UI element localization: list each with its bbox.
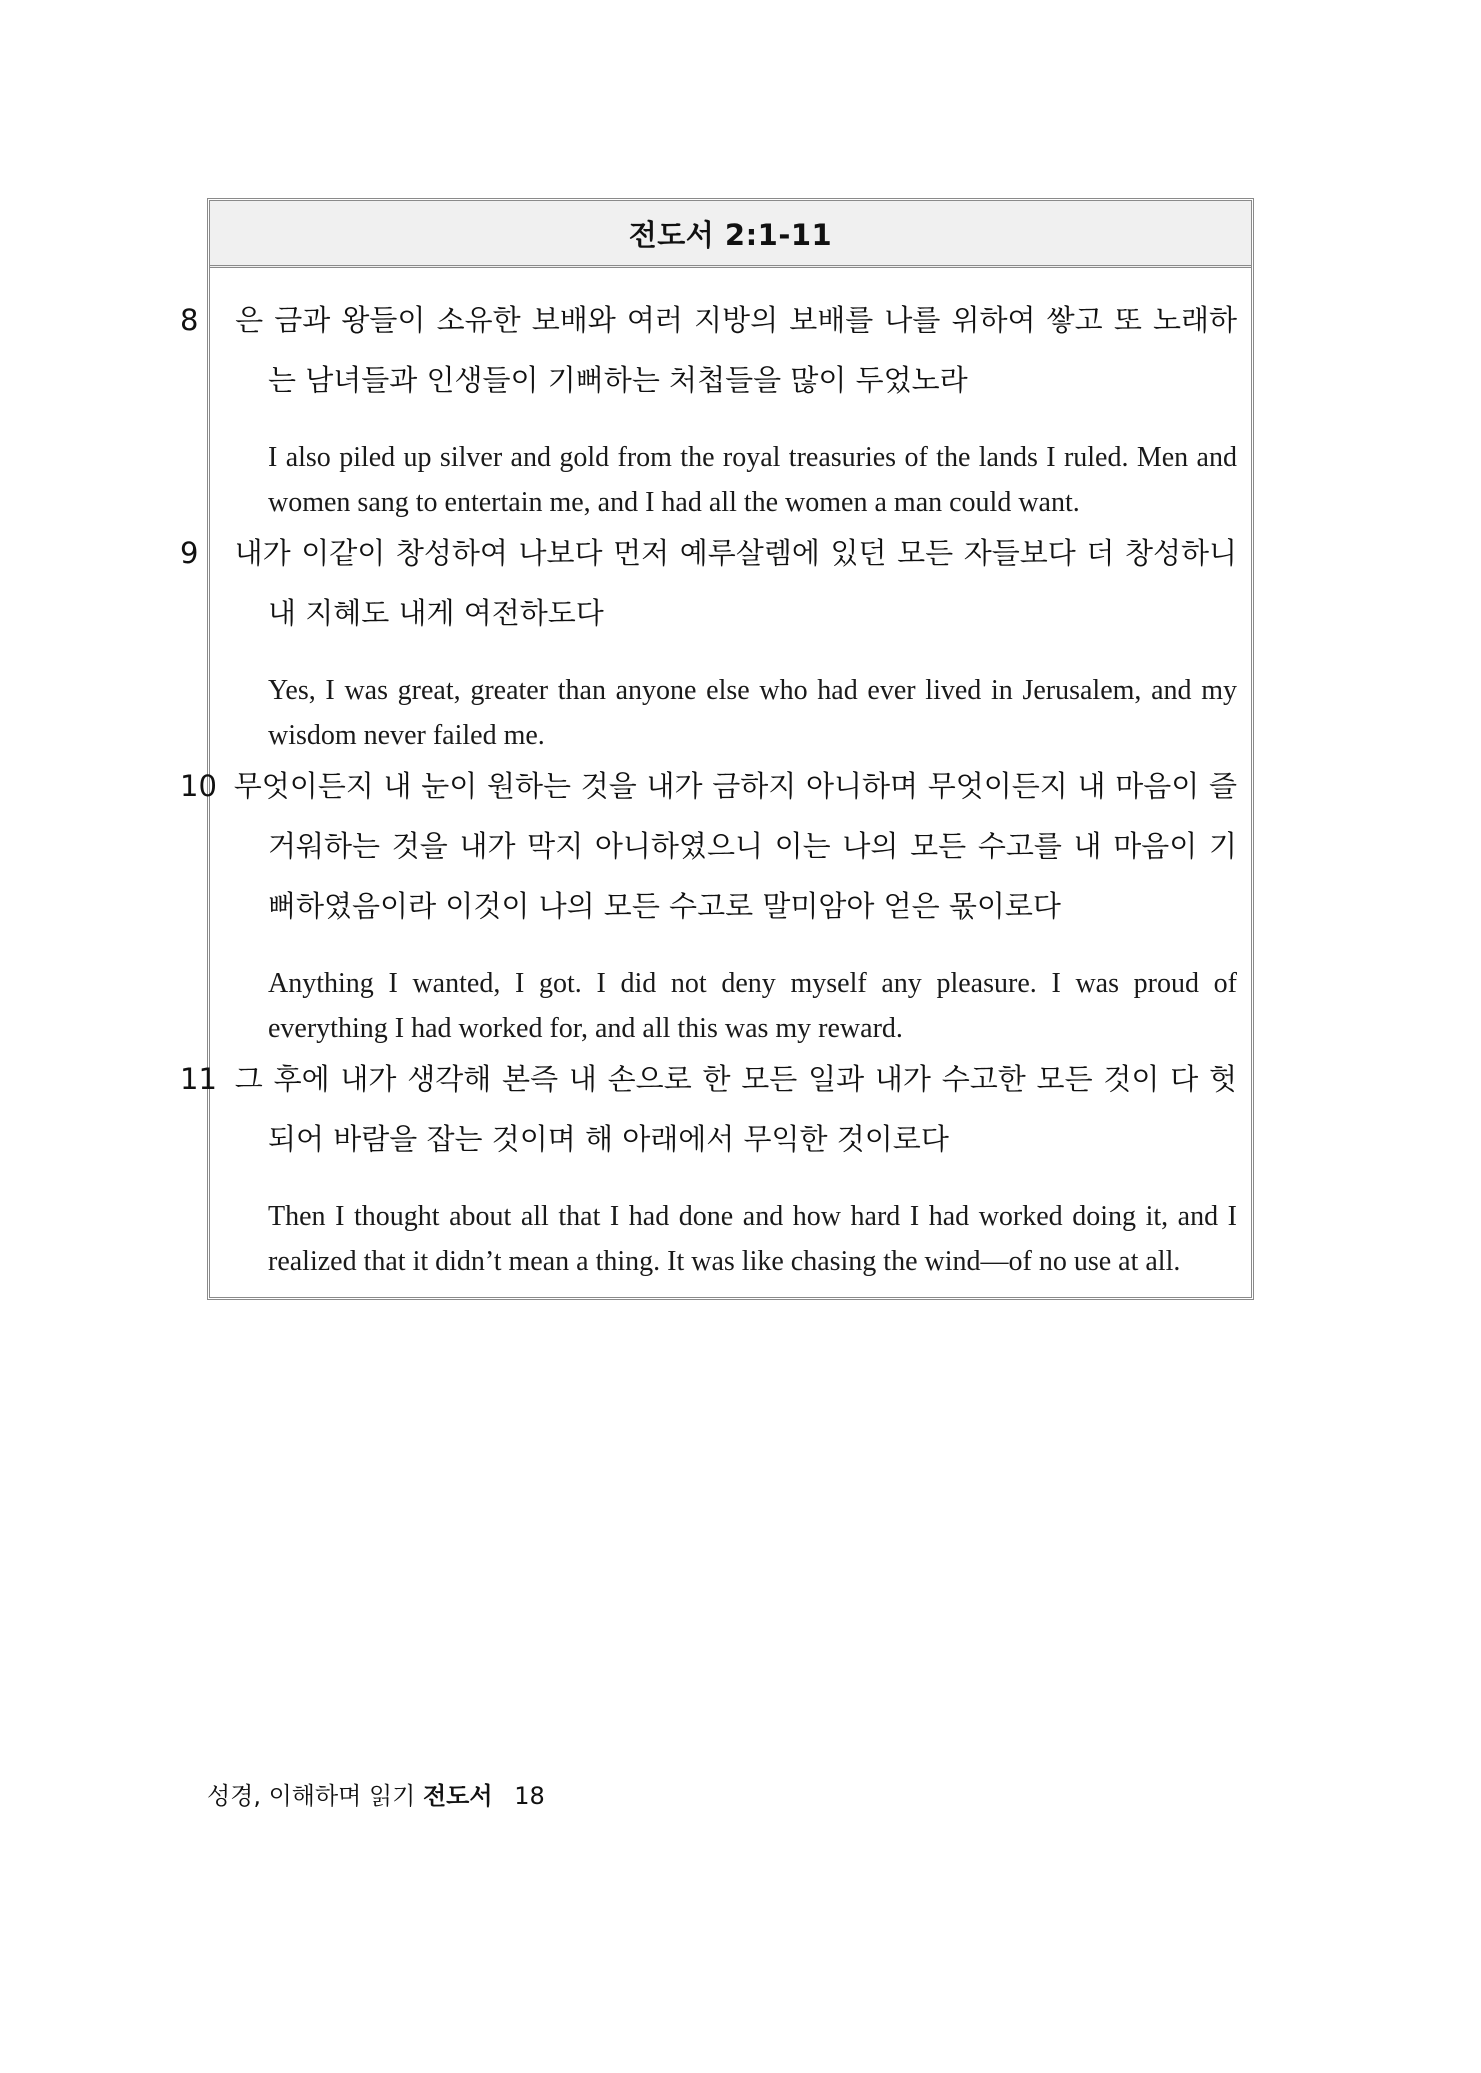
verse-9 bbox=[180, 523, 1238, 758]
verse-11 bbox=[180, 1049, 1238, 1284]
verse-korean-text: 은 금과 왕들이 소유한 보배와 여러 지방의 보배를 나를 위하여 쌓고 또 노래하는 남녀들과 인생들이 기뻐하는 처첩들을 많이 두었노라 bbox=[235, 303, 1237, 397]
verse-korean-text: 내가 이같이 창성하여 나보다 먼저 예루살렘에 있던 모든 자들보다 더 창성하니 내 지혜도 내게 여전하도다 bbox=[234, 536, 1238, 630]
verse-list bbox=[180, 268, 1251, 1284]
verse-korean: 10 무엇이든지 내 눈이 원하는 것을 내가 금하지 아니하며 무엇이든지 내 마음이 즐거워하는 것을 내가 막지 아니하였으니 이는 나의 모든 수고를 내 마음이 기뻐하였음이라 이것이 나의 모든 수고로 말미암아 얻은 몫이로다 bbox=[180, 769, 1237, 923]
passage-title: 전도서 2:1-11 bbox=[210, 201, 1251, 268]
verse-korean-text: 무엇이든지 내 눈이 원하는 것을 내가 금하지 아니하며 무엇이든지 내 마음이 즐거워하는 것을 내가 막지 아니하였으니 이는 나의 모든 수고를 내 마음이 기뻐하였음이라 이것이 나의 모든 수고로 말미암아 얻은 몫이로다 bbox=[233, 769, 1237, 923]
verse-korean: 9 내가 이같이 창성하여 나보다 먼저 예루살렘에 있던 모든 자들보다 더 창성하니 내 지혜도 내게 여전하도다 bbox=[180, 536, 1238, 630]
verse-8 bbox=[180, 290, 1237, 525]
verse-10 bbox=[180, 756, 1237, 1051]
passage-box bbox=[180, 198, 1254, 1300]
verse-english: Yes, I was great, greater than anyone else who had ever lived in Jerusalem, and my wisdom never failed me. bbox=[268, 675, 1237, 751]
verse-korean: 8 은 금과 왕들이 소유한 보배와 여러 지방의 보배를 나를 위하여 쌓고 또 노래하는 남녀들과 인생들이 기뻐하는 처첩들을 많이 두었노라 bbox=[180, 303, 1237, 397]
verse-english: Then I thought about all that I had done and how hard I had worked doing it, and I realized that it didn’t mean a thing. It was like chasing the wind—of no use at all. bbox=[268, 1201, 1237, 1277]
verse-english: Anything I wanted, I got. I did not deny myself any pleasure. I was proud of everything I had worked for, and all this was my reward. bbox=[268, 968, 1237, 1044]
footer-book: 전도서 bbox=[423, 1782, 493, 1810]
verse-english: I also piled up silver and gold from the royal treasuries of the lands I ruled. Men and women sang to entertain me, and I had all the women a man could want. bbox=[268, 442, 1237, 518]
page-number: 18 bbox=[514, 1782, 545, 1810]
verse-korean-text: 그 후에 내가 생각해 본즉 내 손으로 한 모든 일과 내가 수고한 모든 것이 다 헛되어 바람을 잡는 것이며 해 아래에서 무익한 것이로다 bbox=[234, 1062, 1238, 1156]
page-footer bbox=[207, 1776, 545, 1811]
verse-korean: 11 그 후에 내가 생각해 본즉 내 손으로 한 모든 일과 내가 수고한 모든 것이 다 헛되어 바람을 잡는 것이며 해 아래에서 무익한 것이로다 bbox=[180, 1062, 1238, 1156]
footer-series: 성경, 이해하며 읽기 bbox=[207, 1782, 416, 1810]
